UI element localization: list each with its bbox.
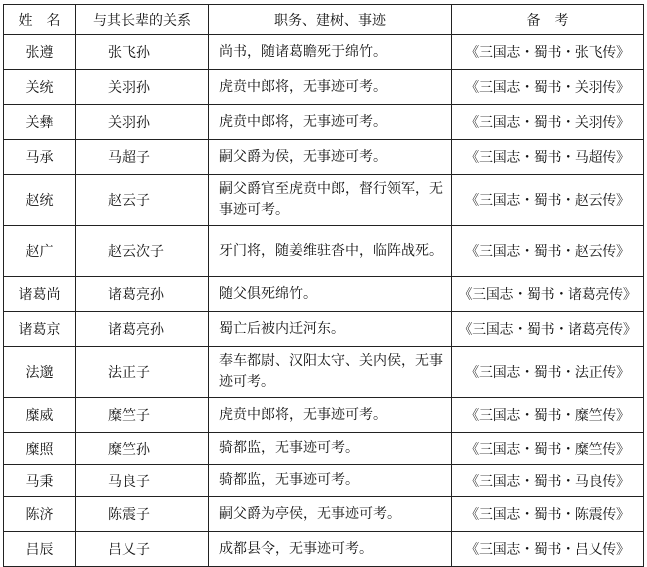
cell-name: 糜照: [4, 433, 76, 465]
cell-duty: 蜀亡后被内迁河东。: [209, 312, 452, 347]
cell-relation: 法正子: [76, 347, 209, 398]
cell-duty: 虎贲中郎将，无事迹可考。: [209, 70, 452, 105]
table-row: [4, 497, 644, 532]
cell-name: 关彝: [4, 105, 76, 140]
cell-name: 马承: [4, 140, 76, 175]
descendants-table: [3, 4, 644, 567]
cell-duty: 虎贲中郎将，无事迹可考。: [209, 398, 452, 433]
table-body: [4, 35, 644, 567]
cell-relation: 张飞孙: [76, 35, 209, 70]
table-row: [4, 398, 644, 433]
cell-relation: 赵云次子: [76, 226, 209, 277]
table-header: [4, 5, 644, 35]
table-row: [4, 226, 644, 277]
cell-note: 《三国志・蜀书・法正传》: [452, 347, 644, 398]
cell-name: 法邈: [4, 347, 76, 398]
table-row: [4, 312, 644, 347]
cell-relation: 吕乂子: [76, 532, 209, 567]
cell-relation: 关羽孙: [76, 70, 209, 105]
cell-name: 糜威: [4, 398, 76, 433]
cell-relation: 马良子: [76, 465, 209, 497]
cell-duty: 嗣父爵为亭侯，无事迹可考。: [209, 497, 452, 532]
cell-note: 《三国志・蜀书・关羽传》: [452, 70, 644, 105]
cell-relation: 赵云子: [76, 175, 209, 226]
cell-note: 《三国志・蜀书・糜竺传》: [452, 433, 644, 465]
cell-relation: 关羽孙: [76, 105, 209, 140]
cell-note: 《三国志・蜀书・糜竺传》: [452, 398, 644, 433]
cell-duty: 骑都监，无事迹可考。: [209, 465, 452, 497]
document-page: [3, 4, 644, 567]
table-row: [4, 465, 644, 497]
table-row: [4, 105, 644, 140]
cell-name: 张遵: [4, 35, 76, 70]
table-row: [4, 70, 644, 105]
cell-name: 吕辰: [4, 532, 76, 567]
cell-duty: 随父俱死绵竹。: [209, 277, 452, 312]
cell-duty: 奉车都尉、汉阳太守、关内侯，无事迹可考。: [209, 347, 452, 398]
cell-name: 赵广: [4, 226, 76, 277]
cell-note: 《三国志・蜀书・诸葛亮传》: [452, 312, 644, 347]
cell-note: 《三国志・蜀书・马良传》: [452, 465, 644, 497]
table-row: [4, 140, 644, 175]
cell-name: 关统: [4, 70, 76, 105]
table-row: [4, 433, 644, 465]
cell-duty: 嗣父爵为侯，无事迹可考。: [209, 140, 452, 175]
cell-relation: 糜竺孙: [76, 433, 209, 465]
cell-note: 《三国志・蜀书・陈震传》: [452, 497, 644, 532]
cell-relation: 诸葛亮孙: [76, 277, 209, 312]
cell-name: 诸葛尚: [4, 277, 76, 312]
header-duty: 职务、建树、事迹: [209, 5, 452, 35]
cell-name: 马秉: [4, 465, 76, 497]
cell-relation: 陈震子: [76, 497, 209, 532]
cell-relation: 诸葛亮孙: [76, 312, 209, 347]
table-row: [4, 347, 644, 398]
cell-duty: 骑都监，无事迹可考。: [209, 433, 452, 465]
cell-note: 《三国志・蜀书・关羽传》: [452, 105, 644, 140]
cell-relation: 糜竺子: [76, 398, 209, 433]
cell-duty: 成都县令，无事迹可考。: [209, 532, 452, 567]
cell-name: 诸葛京: [4, 312, 76, 347]
cell-duty: 尚书，随诸葛瞻死于绵竹。: [209, 35, 452, 70]
table-row: [4, 175, 644, 226]
cell-note: 《三国志・蜀书・赵云传》: [452, 226, 644, 277]
cell-duty: 嗣父爵官至虎贲中郎，督行领军，无事迹可考。: [209, 175, 452, 226]
cell-name: 陈济: [4, 497, 76, 532]
cell-note: 《三国志・蜀书・赵云传》: [452, 175, 644, 226]
cell-note: 《三国志・蜀书・诸葛亮传》: [452, 277, 644, 312]
header-note: 备 考: [452, 5, 644, 35]
table-row: [4, 35, 644, 70]
cell-duty: 虎贲中郎将，无事迹可考。: [209, 105, 452, 140]
header-relation: 与其长辈的关系: [76, 5, 209, 35]
header-name: 姓 名: [4, 5, 76, 35]
cell-relation: 马超子: [76, 140, 209, 175]
cell-note: 《三国志・蜀书・马超传》: [452, 140, 644, 175]
cell-name: 赵统: [4, 175, 76, 226]
table-row: [4, 277, 644, 312]
cell-note: 《三国志・蜀书・张飞传》: [452, 35, 644, 70]
table-row: [4, 532, 644, 567]
cell-duty: 牙门将，随姜维驻沓中，临阵战死。: [209, 226, 452, 277]
cell-note: 《三国志・蜀书・吕乂传》: [452, 532, 644, 567]
